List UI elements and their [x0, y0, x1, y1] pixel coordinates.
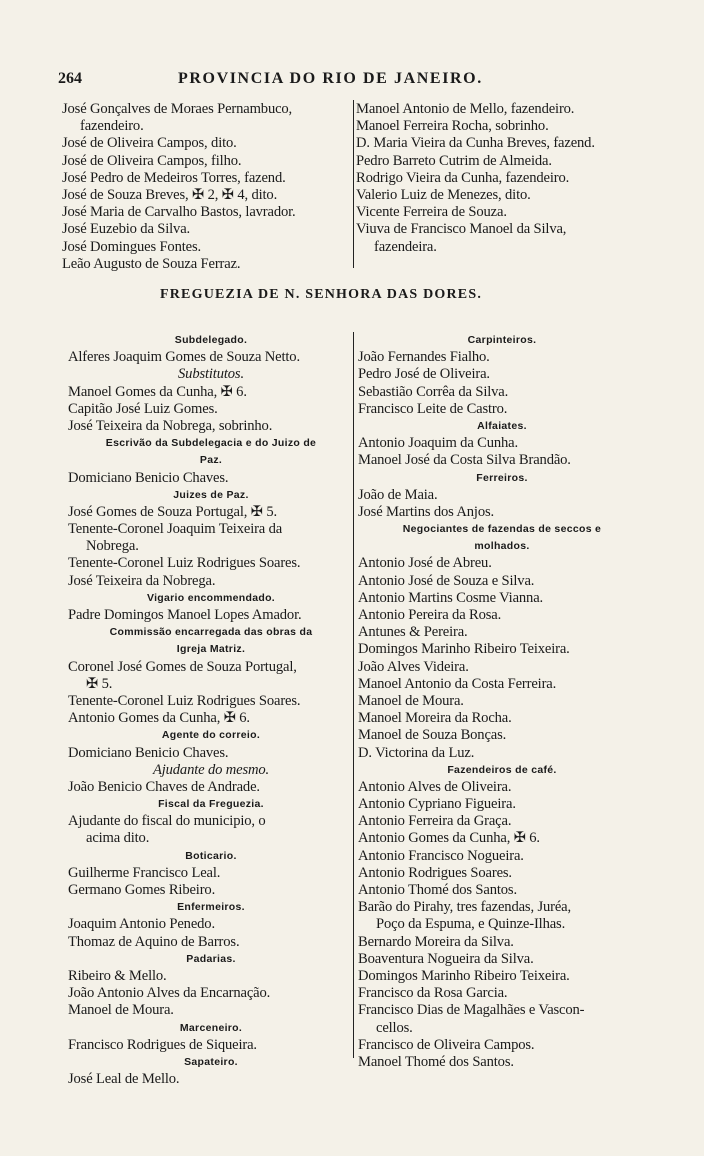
- list-item: Coronel José Gomes de Souza Portugal,: [68, 658, 297, 675]
- list-item: Francisco da Rosa Garcia.: [358, 985, 508, 1002]
- list-item: Domiciano Benicio Chaves.: [68, 744, 229, 761]
- list-item: Domiciano Benicio Chaves.: [68, 469, 229, 486]
- list-item: fazendeira.: [374, 238, 437, 255]
- list-item: Antonio Ferreira da Graça.: [358, 813, 512, 830]
- main-left-column: [68, 332, 354, 1088]
- list-item: Francisco Leite de Castro.: [358, 400, 508, 417]
- list-item: Francisco Rodrigues de Siqueira.: [68, 1036, 257, 1053]
- list-item: Manoel Moreira da Rocha.: [358, 710, 512, 727]
- list-item: Antonio Alves de Oliveira.: [358, 778, 512, 795]
- list-item: Antonio Rodrigues Soares.: [358, 864, 512, 881]
- list-item: Antonio José de Souza e Silva.: [358, 572, 535, 589]
- list-item: Leão Augusto de Souza Ferraz.: [62, 255, 241, 272]
- list-item: Manoel de Moura.: [68, 1002, 174, 1019]
- list-item: Alferes Joaquim Gomes de Souza Netto.: [68, 349, 300, 366]
- list-item: José Maria de Carvalho Bastos, lavrador.: [62, 204, 296, 221]
- page-header: [58, 70, 556, 94]
- list-item: Ribeiro & Mello.: [68, 967, 167, 984]
- list-item: José de Oliveira Campos, dito.: [62, 135, 237, 152]
- list-item: João Antonio Alves da Encarnação.: [68, 985, 271, 1002]
- list-item: Poço da Espuma, e Quinze-Ilhas.: [376, 916, 566, 933]
- category-heading: Agente do correio.: [161, 729, 261, 742]
- category-heading: Vigario encommendado.: [146, 591, 276, 604]
- list-item: Valerio Luiz de Menezes, dito.: [356, 186, 531, 203]
- category-heading: Alfaiates.: [477, 419, 527, 432]
- list-item: Francisco Dias de Magalhães e Vascon-: [358, 1002, 585, 1019]
- category-heading: Ferreiros.: [476, 471, 528, 484]
- section-title: FREGUEZIA DE N. SENHORA DAS DORES.: [160, 287, 483, 302]
- list-item: Rodrigo Vieira da Cunha, fazendeiro.: [356, 169, 570, 186]
- list-item: Antunes & Pereira.: [358, 624, 468, 641]
- list-item: fazendeiro.: [80, 118, 144, 135]
- category-heading: Juizes de Paz.: [173, 488, 249, 501]
- list-item: Domingos Marinho Ribeiro Teixeira.: [358, 641, 570, 658]
- list-item: Manoel de Souza Bonças.: [358, 727, 507, 744]
- category-heading: Paz.: [199, 454, 223, 467]
- list-item: Manoel de Moura.: [358, 692, 464, 709]
- list-item: Tenente-Coronel Joaquim Teixeira da: [68, 521, 283, 538]
- list-item: João Fernandes Fialho.: [358, 349, 490, 366]
- list-item: Antonio Joaquim da Cunha.: [358, 435, 519, 452]
- list-item: José Teixeira da Nobrega.: [68, 572, 216, 589]
- list-item: D. Victorina da Luz.: [358, 744, 475, 761]
- column-divider-top: [353, 100, 354, 268]
- list-item: ✠ 5.: [86, 675, 113, 692]
- list-item: Tenente-Coronel Luiz Rodrigues Soares.: [68, 692, 301, 709]
- list-item: Ajudante do fiscal do municipio, o: [68, 813, 266, 830]
- list-item: Capitão José Luiz Gomes.: [68, 400, 218, 417]
- list-item: Padre Domingos Manoel Lopes Amador.: [68, 607, 302, 623]
- list-item: acima dito.: [86, 830, 150, 847]
- list-item: Domingos Marinho Ribeiro Teixeira.: [358, 967, 570, 984]
- list-item: Vicente Ferreira de Souza.: [356, 204, 507, 221]
- main-right-column: [358, 332, 646, 1071]
- list-item: Manoel José da Costa Silva Brandão.: [358, 452, 571, 469]
- list-item: Antonio Gomes da Cunha, ✠ 6.: [68, 710, 250, 727]
- list-item: João Alves Videira.: [358, 658, 469, 675]
- list-item: Bernardo Moreira da Silva.: [358, 933, 514, 950]
- list-item: José de Souza Breves, ✠ 2, ✠ 4, dito.: [62, 186, 278, 203]
- list-item: Antonio Pereira da Rosa.: [358, 607, 502, 623]
- category-heading: molhados.: [474, 540, 530, 553]
- list-item: Manoel Ferreira Rocha, sobrinho.: [356, 118, 549, 135]
- list-item: Sebastião Corrêa da Silva.: [358, 383, 509, 400]
- list-item: Pedro José de Oliveira.: [358, 366, 490, 383]
- page-number: 264: [58, 70, 82, 87]
- category-heading: Negociantes de fazendas de seccos e: [402, 523, 602, 536]
- list-item: Viuva de Francisco Manoel da Silva,: [356, 221, 567, 238]
- list-item: Francisco de Oliveira Campos.: [358, 1036, 535, 1053]
- top-right-column: [356, 101, 646, 256]
- list-item: Guilherme Francisco Leal.: [68, 864, 221, 881]
- list-item: José Teixeira da Nobrega, sobrinho.: [68, 417, 273, 434]
- list-item: José Euzebio da Silva.: [62, 221, 191, 238]
- list-item: José de Oliveira Campos, filho.: [62, 152, 242, 169]
- column-divider-main: [353, 332, 354, 1058]
- list-item: D. Maria Vieira da Cunha Breves, fazend.: [356, 135, 595, 152]
- list-item: Germano Gomes Ribeiro.: [68, 882, 216, 898]
- category-heading: Commissão encarregada das obras da: [109, 626, 313, 639]
- category-subheading: Ajudante do mesmo.: [152, 761, 270, 778]
- list-item: Antonio Cypriano Figueira.: [358, 796, 516, 813]
- list-item: Manoel Gomes da Cunha, ✠ 6.: [68, 383, 247, 400]
- list-item: Antonio Francisco Nogueira.: [358, 847, 524, 864]
- category-heading: Igreja Matriz.: [176, 643, 246, 656]
- top-left-column: [62, 101, 350, 273]
- list-item: Barão do Pirahy, tres fazendas, Juréa,: [358, 899, 571, 916]
- list-item: Antonio José de Abreu.: [358, 555, 492, 572]
- page-title: PROVINCIA DO RIO DE JANEIRO.: [178, 70, 483, 87]
- list-item: Pedro Barreto Cutrim de Almeida.: [356, 152, 552, 169]
- list-item: Joaquim Antonio Penedo.: [68, 916, 215, 933]
- category-heading: Escrivão da Subdelegacia e do Juizo de: [105, 437, 317, 450]
- list-item: Manoel Antonio de Mello, fazendeiro.: [356, 101, 575, 117]
- list-item: José Martins dos Anjos.: [358, 503, 495, 520]
- category-subheading: Substitutos.: [178, 366, 244, 383]
- category-heading: Marceneiro.: [179, 1021, 243, 1034]
- category-heading: Fiscal da Freguezia.: [158, 798, 264, 811]
- list-item: Nobrega.: [86, 538, 139, 555]
- category-heading: Subdelegado.: [174, 334, 248, 346]
- list-item: Antonio Martins Cosme Vianna.: [358, 589, 544, 606]
- category-heading: Carpinteiros.: [467, 334, 537, 346]
- list-item: Boaventura Nogueira da Silva.: [358, 950, 534, 967]
- category-heading: Fazendeiros de café.: [447, 763, 557, 776]
- list-item: Antonio Gomes da Cunha, ✠ 6.: [358, 830, 540, 847]
- list-item: cellos.: [376, 1019, 413, 1036]
- list-item: Thomaz de Aquino de Barros.: [68, 933, 240, 950]
- list-item: José Gonçalves de Moraes Pernambuco,: [62, 101, 293, 117]
- list-item: João de Maia.: [358, 486, 438, 503]
- list-item: João Benicio Chaves de Andrade.: [68, 778, 260, 795]
- category-heading: Enfermeiros.: [177, 901, 245, 914]
- list-item: Antonio Thomé dos Santos.: [358, 882, 517, 898]
- list-item: José Gomes de Souza Portugal, ✠ 5.: [68, 503, 277, 520]
- list-item: Manoel Antonio da Costa Ferreira.: [358, 675, 557, 692]
- category-heading: Sapateiro.: [184, 1055, 238, 1068]
- category-heading: Boticario.: [185, 849, 237, 862]
- list-item: Tenente-Coronel Luiz Rodrigues Soares.: [68, 555, 301, 572]
- category-heading: Padarias.: [186, 952, 236, 965]
- list-item: José Domingues Fontes.: [62, 238, 201, 255]
- list-item: José Pedro de Medeiros Torres, fazend.: [62, 169, 286, 186]
- list-item: José Leal de Mello.: [68, 1071, 180, 1088]
- list-item: Manoel Thomé dos Santos.: [358, 1053, 514, 1070]
